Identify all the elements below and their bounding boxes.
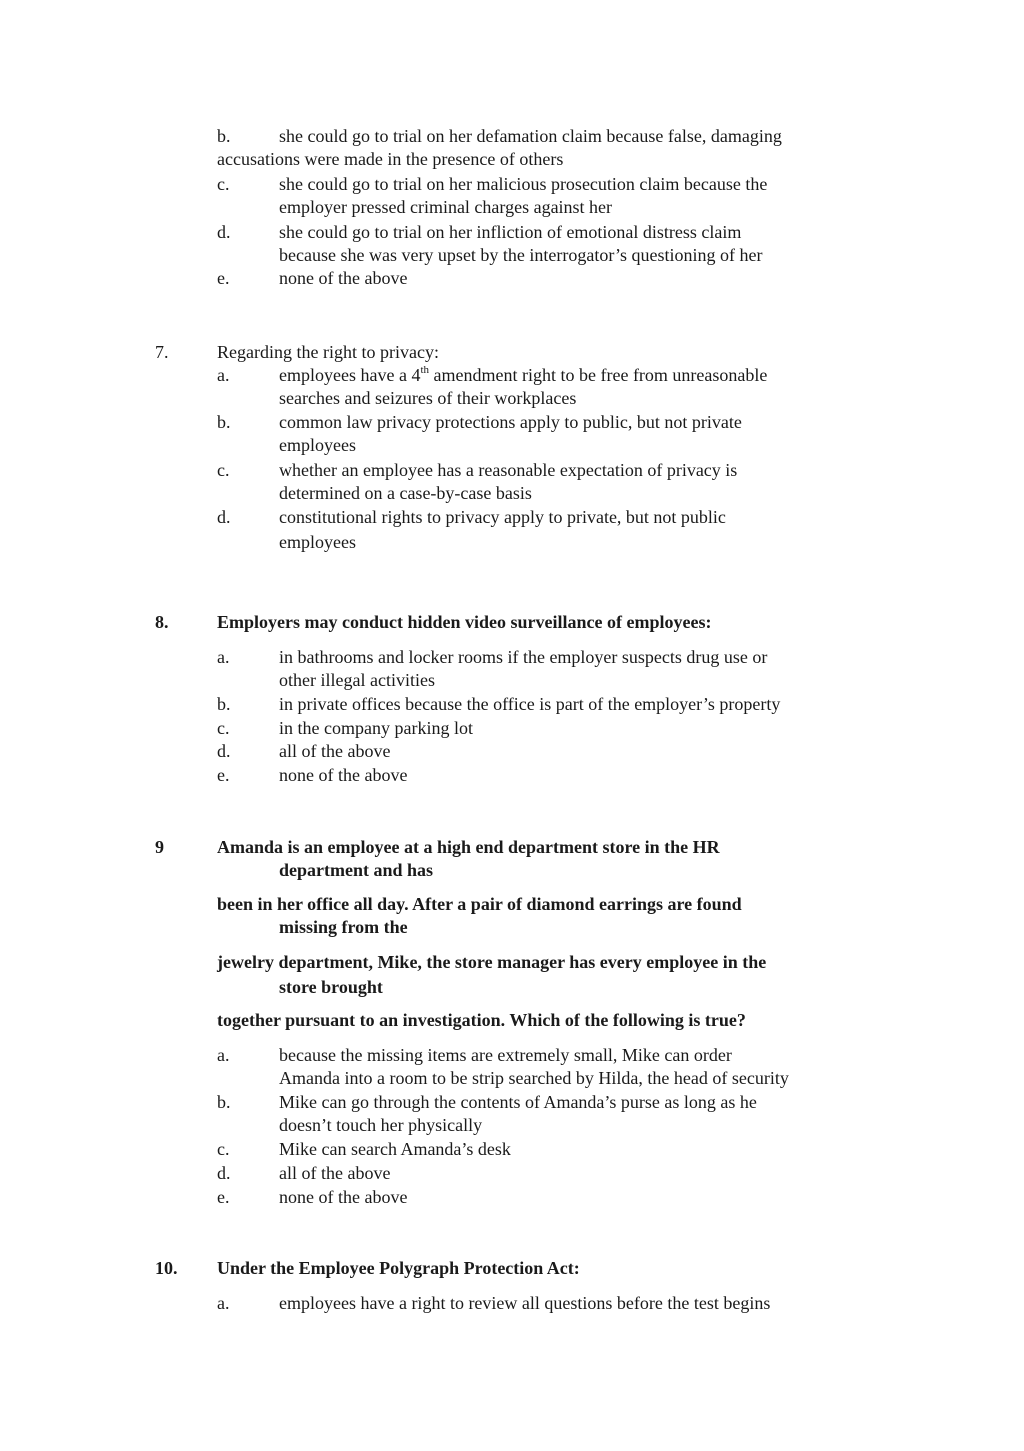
choice-text: accusations were made in the presence of others: [217, 149, 564, 169]
choice-letter: a.: [217, 647, 230, 667]
question-stem-line: jewelry department, Mike, the store manager has every employee in the: [217, 952, 767, 972]
question-stem-line: Amanda is an employee at a high end department store in the HR: [217, 837, 720, 857]
choice-text: employees: [279, 435, 356, 455]
choice-text: none of the above: [279, 1187, 408, 1207]
question-stem: Regarding the right to privacy:: [217, 342, 439, 362]
choice-text: all of the above: [279, 741, 391, 761]
choice-letter: c.: [217, 1139, 230, 1159]
choice-text: Mike can search Amanda’s desk: [279, 1139, 511, 1159]
choice-text: she could go to trial on her infliction of emotional distress claim: [279, 222, 742, 242]
choice-text: searches and seizures of their workplaces: [279, 388, 577, 408]
question-stem-line: store brought: [279, 977, 383, 997]
choice-text: employees have a right to review all questions before the test begins: [279, 1293, 771, 1313]
question-number: 7.: [155, 342, 169, 362]
choice-text: in the company parking lot: [279, 718, 473, 738]
choice-text: constitutional rights to privacy apply to private, but not public: [279, 507, 726, 527]
choice-text: whether an employee has a reasonable expectation of privacy is: [279, 460, 738, 480]
choice-letter: d.: [217, 1163, 231, 1183]
choice-text-part: amendment right to be free from unreasonable: [429, 365, 768, 385]
choice-text: she could go to trial on her malicious prosecution claim because the: [279, 174, 768, 194]
choice-text: Mike can go through the contents of Amanda’s purse as long as he: [279, 1092, 757, 1112]
question-stem-line: been in her office all day. After a pair of diamond earrings are found: [217, 894, 742, 914]
choice-text: in private offices because the office is part of the employer’s property: [279, 694, 781, 714]
choice-text: determined on a case-by-case basis: [279, 483, 532, 503]
choice-text: all of the above: [279, 1163, 391, 1183]
choice-text: [279, 363, 767, 387]
choice-letter: b.: [217, 412, 231, 432]
choice-letter: d.: [217, 507, 231, 527]
choice-letter: d.: [217, 741, 231, 761]
question-number: 9: [155, 837, 164, 857]
choice-letter: d.: [217, 222, 231, 242]
choice-text-part: employees have a 4: [279, 365, 421, 385]
choice-text: none of the above: [279, 765, 408, 785]
choice-text: she could go to trial on her defamation claim because false, damaging: [279, 126, 782, 146]
choice-text: common law privacy protections apply to public, but not private: [279, 412, 742, 432]
question-stem: Under the Employee Polygraph Protection Act:: [217, 1258, 580, 1278]
choice-letter: e.: [217, 268, 230, 288]
choice-letter: b.: [217, 126, 231, 146]
question-number: 8.: [155, 612, 169, 632]
choice-letter: c.: [217, 174, 230, 194]
question-stem-line: department and has: [279, 860, 434, 880]
question-number: 10.: [155, 1258, 178, 1278]
choice-letter: a.: [217, 1293, 230, 1313]
choice-text: none of the above: [279, 268, 408, 288]
choice-letter: b.: [217, 694, 231, 714]
choice-text: Amanda into a room to be strip searched by Hilda, the head of security: [279, 1068, 789, 1088]
question-stem: Employers may conduct hidden video surveillance of employees:: [217, 612, 712, 632]
question-stem-line: missing from the: [279, 917, 408, 937]
choice-text: doesn’t touch her physically: [279, 1115, 483, 1135]
choice-text: employer pressed criminal charges against her: [279, 197, 613, 217]
choice-letter: e.: [217, 1187, 230, 1207]
choice-letter: c.: [217, 718, 230, 738]
choice-letter: c.: [217, 460, 230, 480]
choice-letter: e.: [217, 765, 230, 785]
choice-letter: a.: [217, 365, 230, 385]
choice-text: in bathrooms and locker rooms if the employer suspects drug use or: [279, 647, 768, 667]
choice-text: other illegal activities: [279, 670, 435, 690]
choice-text: because the missing items are extremely small, Mike can order: [279, 1045, 732, 1065]
choice-letter: a.: [217, 1045, 230, 1065]
choice-text: because she was very upset by the interrogator’s questioning of her: [279, 245, 763, 265]
ordinal-suffix: th: [420, 364, 430, 376]
choice-letter: b.: [217, 1092, 231, 1112]
choice-text: employees: [279, 532, 356, 552]
question-stem-line: together pursuant to an investigation. Which of the following is true?: [217, 1010, 746, 1030]
